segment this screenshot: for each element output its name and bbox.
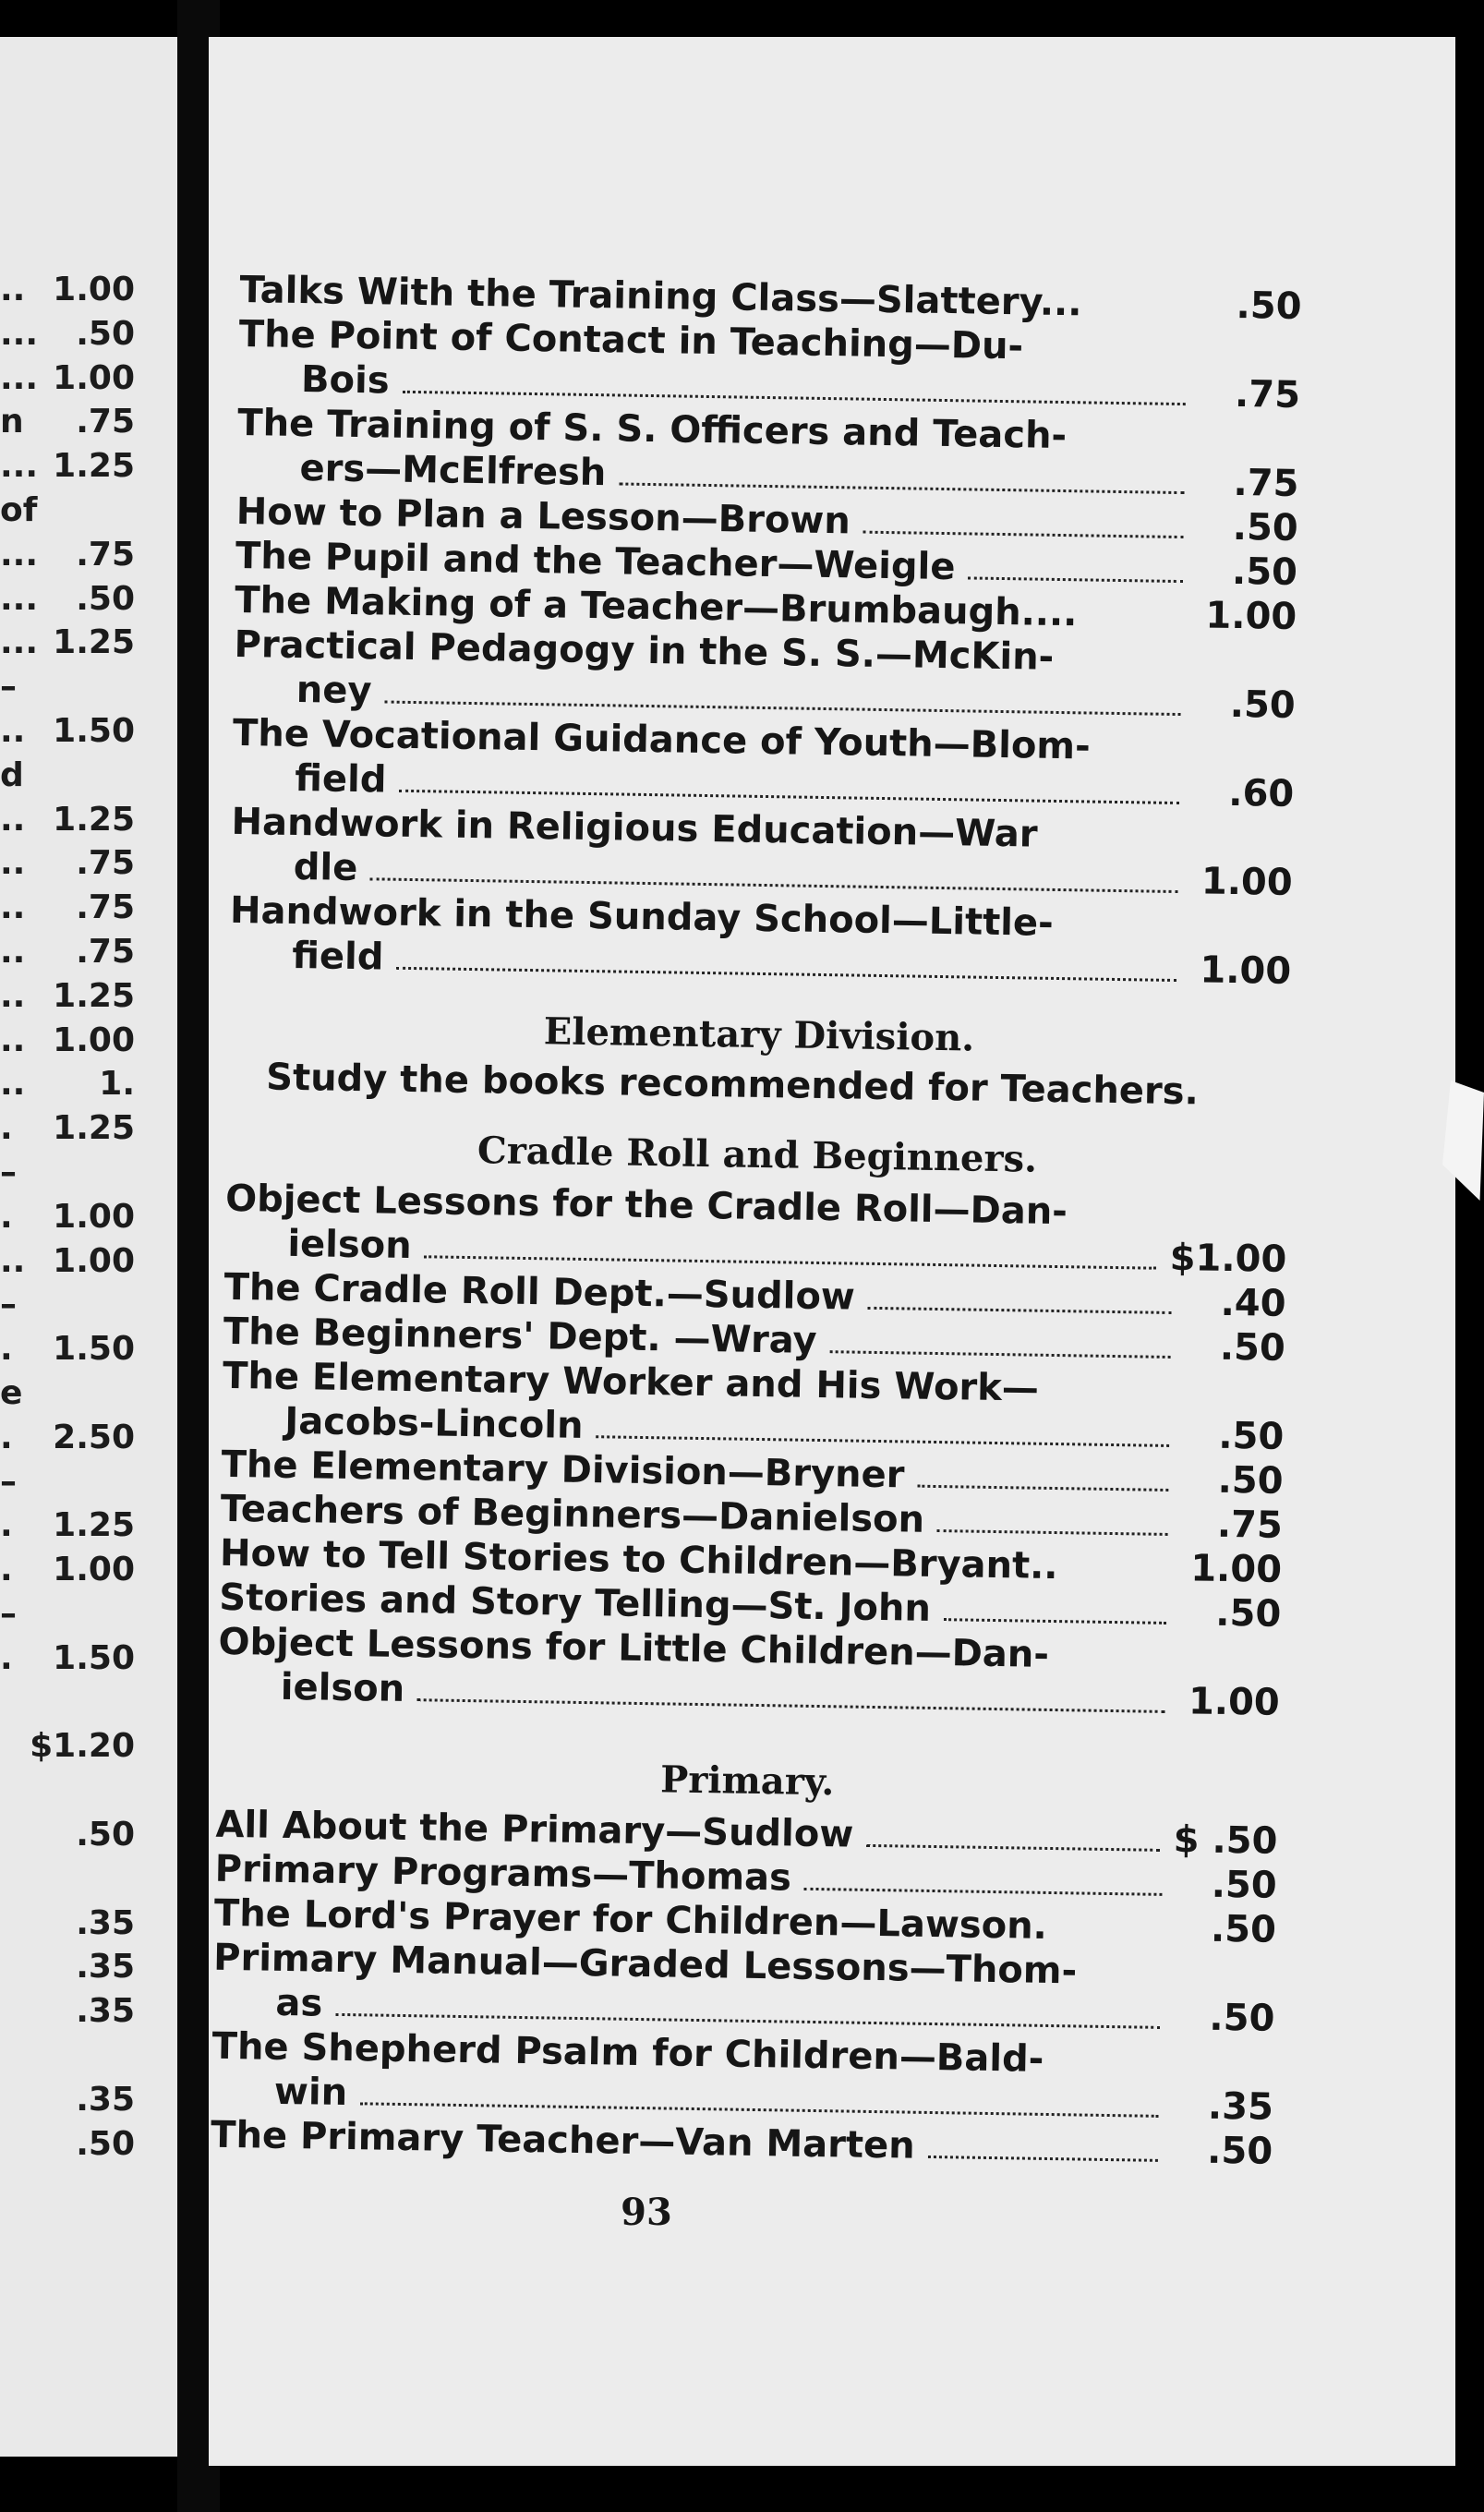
left-page-row	[0, 1548, 175, 1592]
book-price: .50	[1232, 505, 1299, 550]
left-page-price: 1.00	[53, 1197, 135, 1236]
left-page-row	[0, 1460, 175, 1504]
section-heading: Elementary Division.	[543, 1009, 975, 1060]
left-page-row	[0, 577, 175, 622]
left-page-row	[0, 1724, 175, 1769]
left-page-row	[0, 312, 175, 356]
left-page-row	[0, 489, 175, 533]
left-page-fragment-text: ..	[0, 271, 26, 308]
book-price: .35	[1207, 2084, 1274, 2129]
left-page-fragment-text: ..	[0, 933, 26, 971]
left-page-row	[0, 1239, 175, 1284]
left-page-price: 1.50	[53, 1330, 135, 1369]
book-price: .50	[1209, 1996, 1275, 2040]
section-heading: Cradle Roll and Beginners.	[477, 1129, 1038, 1181]
left-page-price: .75	[76, 844, 135, 883]
left-page-price: 1.25	[53, 447, 135, 486]
left-page-price: .35	[76, 1992, 135, 2031]
left-page-fragment-text: ..	[0, 712, 26, 750]
left-page-fragment-text: ..	[0, 976, 26, 1015]
book-title: Object Lessons for Little Children—Dan-	[218, 1620, 1050, 1676]
left-page-row	[0, 444, 175, 489]
left-page-price: 1.25	[53, 1506, 135, 1545]
book-price: $1.00	[1169, 1236, 1287, 1281]
book-entry	[222, 1354, 1285, 1459]
dot-leader	[396, 941, 1176, 982]
left-page-price: .50	[76, 579, 135, 618]
left-page-row	[0, 356, 175, 401]
book-title: Handwork in the Sunday School—Little-	[229, 888, 1055, 945]
book-title: The Primary Teacher—Van Marten	[210, 2113, 916, 2168]
left-page-fragment-text: .	[0, 1418, 13, 1456]
book-title: Talks With the Training Class—Slattery...	[239, 268, 1082, 325]
book-title: The Point of Contact in Teaching—Du-	[238, 312, 1024, 368]
left-page-row	[0, 974, 175, 1019]
left-page-fragment	[0, 37, 185, 2457]
book-price: .50	[1231, 550, 1298, 595]
left-page-price: 1.00	[53, 1551, 135, 1589]
left-page-row	[0, 1592, 175, 1636]
book-entry	[224, 1177, 1287, 1282]
dot-leader	[866, 1818, 1161, 1852]
left-page-row	[0, 886, 175, 930]
book-price: .75	[1233, 461, 1299, 506]
book-entry	[229, 888, 1292, 994]
book-price: 1.00	[1200, 948, 1292, 993]
book-entry	[212, 1936, 1275, 2041]
book-section	[227, 997, 1291, 1114]
left-page-price: .35	[76, 1903, 135, 1942]
book-title: The Pupil and the Teacher—Weigle	[235, 534, 956, 589]
book-title: The Training of S. S. Officers and Teach-	[236, 401, 1068, 458]
left-page-price: 1.	[99, 1065, 135, 1104]
left-page-row	[0, 1106, 175, 1151]
book-price: 1.00	[1189, 1547, 1283, 1591]
dot-leader	[1094, 290, 1187, 318]
dot-leader	[402, 365, 1186, 405]
left-page-price: .35	[76, 2080, 135, 2119]
book-title: ielson	[287, 1222, 413, 1268]
left-page-row	[0, 930, 175, 974]
book-price: .50	[1236, 284, 1302, 329]
book-title: The Elementary Division—Bryner	[221, 1443, 905, 1497]
left-page-row	[0, 1945, 175, 1989]
book-section	[217, 1117, 1288, 1740]
book-title: Primary Manual—Graded Lessons—Thom-	[212, 1936, 1078, 1993]
book-title: as	[275, 1981, 323, 2025]
left-page-row	[0, 754, 175, 798]
left-page-price: $1.20	[30, 1727, 135, 1766]
book-entry	[211, 2024, 1274, 2130]
left-page-price: 1.25	[53, 800, 135, 839]
dot-leader	[399, 764, 1179, 804]
book-price: 1.00	[1205, 594, 1297, 639]
book-list	[211, 268, 1302, 2174]
left-page-row	[0, 400, 175, 444]
book-title: ers—McElfresh	[299, 447, 607, 495]
dot-leader	[619, 456, 1185, 494]
dot-leader	[1090, 600, 1182, 628]
left-page-fragment-text: –	[0, 1462, 17, 1501]
left-page-row	[0, 1327, 175, 1371]
left-page-fragment-text: .	[0, 1551, 13, 1589]
left-page-price: 1.25	[53, 976, 135, 1015]
dot-leader	[425, 1229, 1158, 1269]
left-page-row	[0, 665, 175, 709]
left-page-fragment-text: ...	[0, 579, 39, 618]
dot-leader	[804, 1862, 1163, 1896]
book-section	[211, 1744, 1279, 2174]
dot-leader	[360, 2076, 1159, 2118]
book-title: dle	[293, 845, 358, 890]
book-price: 1.00	[1200, 860, 1294, 904]
book-title: How to Plan a Lesson—Brown	[235, 489, 851, 543]
left-page-price: .75	[76, 888, 135, 927]
left-page-row	[0, 1681, 175, 1725]
book-entry	[232, 711, 1295, 816]
left-page-price: 1.50	[53, 1638, 135, 1677]
left-page-row	[0, 1857, 175, 1902]
left-page-fragment-text: .	[0, 1506, 13, 1545]
book-price: .50	[1210, 1907, 1277, 1951]
book-title: Jacobs-Lincoln	[284, 1399, 584, 1447]
left-page-fragment-text: ...	[0, 623, 39, 662]
left-page-fragment-text: ...	[0, 447, 39, 486]
left-page-price: 1.00	[53, 358, 135, 397]
left-page-price: .50	[76, 314, 135, 353]
left-page-fragment-text: ...	[0, 535, 39, 574]
book-entry	[217, 1620, 1280, 1725]
left-page-row	[0, 1195, 175, 1239]
book-title: ney	[296, 669, 372, 713]
page-number: 93	[621, 2191, 672, 2234]
book-title: The Vocational Guidance of Youth—Blom-	[232, 711, 1092, 768]
left-page-row	[0, 2034, 175, 2078]
left-page-row	[0, 841, 175, 886]
left-page-price: .75	[76, 933, 135, 971]
left-page-fragment-text: ..	[0, 1065, 26, 1104]
book-price: .75	[1234, 372, 1301, 417]
book-price: 1.00	[1188, 1680, 1281, 1724]
book-title: Primary Programs—Thomas	[214, 1847, 792, 1900]
book-title: Practical Pedagogy in the S. S.—McKin-	[234, 622, 1055, 679]
left-page-price: 1.50	[53, 712, 135, 750]
book-price: .75	[1216, 1503, 1284, 1547]
book-title: field	[291, 934, 384, 979]
left-page-fragment-text: .	[0, 1638, 13, 1677]
left-page-row	[0, 1283, 175, 1327]
book-title: The Beginners' Dept. —Wray	[223, 1310, 817, 1362]
left-page-price: 2.50	[53, 1418, 135, 1456]
left-page-row	[0, 709, 175, 754]
dot-leader	[968, 550, 1183, 583]
book-price: .50	[1206, 2129, 1273, 2173]
left-page-fragment-text: of	[0, 491, 38, 529]
left-page-fragment-text: –	[0, 1595, 17, 1633]
dot-leader	[944, 1592, 1167, 1624]
left-page-fragment-text: ..	[0, 800, 26, 839]
dot-leader	[927, 2130, 1158, 2162]
left-page-row	[0, 1813, 175, 1857]
left-page-price: 1.00	[53, 271, 135, 308]
dot-leader	[917, 1459, 1169, 1492]
book-price: .50	[1229, 682, 1297, 728]
book-entry	[238, 312, 1301, 417]
dot-leader	[868, 1281, 1172, 1314]
book-title: Object Lessons for the Cradle Roll—Dan-	[224, 1177, 1068, 1234]
left-page-fragment-text: .	[0, 1197, 13, 1236]
book-price: .50	[1218, 1414, 1285, 1458]
left-page-row	[0, 1019, 175, 1063]
dot-leader	[1060, 1913, 1162, 1940]
book-title: The Lord's Prayer for Children—Lawson.	[213, 1891, 1048, 1948]
left-page-fragment-text: ..	[0, 844, 26, 883]
book-price: $ .50	[1173, 1818, 1278, 1863]
left-page-row	[0, 621, 175, 665]
book-entry	[230, 800, 1293, 905]
left-page-row	[0, 1504, 175, 1548]
book-entry	[233, 622, 1296, 728]
book-title: ielson	[280, 1665, 405, 1710]
book-title: Teachers of Beginners—Danielson	[220, 1487, 925, 1541]
left-page-row	[0, 268, 175, 312]
dot-leader	[1070, 1552, 1167, 1580]
book-title: field	[294, 757, 387, 802]
left-page-fragment-text: d	[0, 755, 24, 794]
left-page-fragment-text: .	[0, 1330, 13, 1369]
left-page-row	[0, 1371, 175, 1416]
book-title: The Elementary Worker and His Work—	[222, 1354, 1040, 1410]
dot-leader	[829, 1324, 1171, 1359]
book-price: .50	[1211, 1863, 1277, 1907]
section-note: Study the books recommended for Teachers.	[265, 1056, 1200, 1114]
left-page-row	[0, 1636, 175, 1681]
left-page-row	[0, 1902, 175, 1946]
book-title: How to Tell Stories to Children—Bryant..	[219, 1531, 1058, 1588]
left-page-price: .75	[76, 535, 135, 574]
left-page-fragment-text: .	[0, 1109, 13, 1148]
book-title: The Cradle Roll Dept.—Sudlow	[223, 1265, 856, 1319]
dot-leader	[863, 505, 1184, 538]
left-page-fragment-text: –	[0, 668, 17, 706]
left-page-fragment-text: ...	[0, 314, 39, 353]
book-title: Bois	[300, 358, 390, 403]
left-page-row	[0, 2078, 175, 2122]
dot-leader	[335, 1987, 1161, 2029]
book-title: All About the Primary—Sudlow	[215, 1803, 854, 1856]
book-title: The Shepherd Psalm for Children—Bald-	[211, 2024, 1044, 2081]
book-title: Handwork in Religious Education—War	[231, 800, 1038, 856]
book-title: The Making of a Teacher—Brumbaugh....	[234, 578, 1078, 635]
left-page-price: 1.00	[53, 1241, 135, 1280]
book-price: .40	[1220, 1281, 1286, 1325]
left-page-row	[0, 2122, 175, 2167]
book-title: win	[273, 2070, 348, 2115]
dot-leader	[937, 1504, 1168, 1536]
left-page-price: .50	[76, 2124, 135, 2163]
left-page-fragment-text: n	[0, 403, 24, 441]
book-price: .50	[1217, 1458, 1284, 1503]
book-price: .50	[1219, 1325, 1286, 1370]
left-page-fragment-text: e	[0, 1374, 23, 1412]
left-page-fragment-text: ..	[0, 1241, 26, 1280]
book-entry	[236, 401, 1299, 506]
left-page-row	[0, 798, 175, 842]
left-page-fragment-text: –	[0, 1286, 17, 1324]
left-page-price: .50	[76, 1816, 135, 1854]
left-page-fragment-text: –	[0, 1153, 17, 1191]
book-title: Stories and Story Telling—St. John	[219, 1576, 932, 1630]
left-page-row	[0, 1989, 175, 2034]
book-price: .60	[1227, 771, 1295, 815]
left-page-fragment-text: ...	[0, 358, 39, 397]
left-page-fragment-text: ..	[0, 1020, 26, 1059]
left-page-row	[0, 1769, 175, 1813]
left-page-price: 1.25	[53, 1109, 135, 1148]
left-page-fragment-text: ..	[0, 888, 26, 927]
left-page-price: .35	[76, 1948, 135, 1987]
book-section	[229, 268, 1302, 994]
left-page-row	[0, 1062, 175, 1106]
dot-leader	[417, 1673, 1165, 1713]
left-page-price: .75	[76, 403, 135, 441]
left-page-price: 1.00	[53, 1020, 135, 1059]
left-page-row	[0, 1151, 175, 1195]
left-page-row	[0, 1416, 175, 1460]
section-heading: Primary.	[659, 1757, 835, 1805]
left-page-row	[0, 533, 175, 577]
book-price: .50	[1215, 1591, 1282, 1636]
dot-leader	[596, 1409, 1169, 1447]
dot-leader	[370, 851, 1178, 893]
dot-leader	[384, 675, 1181, 717]
left-page-price: 1.25	[53, 623, 135, 662]
